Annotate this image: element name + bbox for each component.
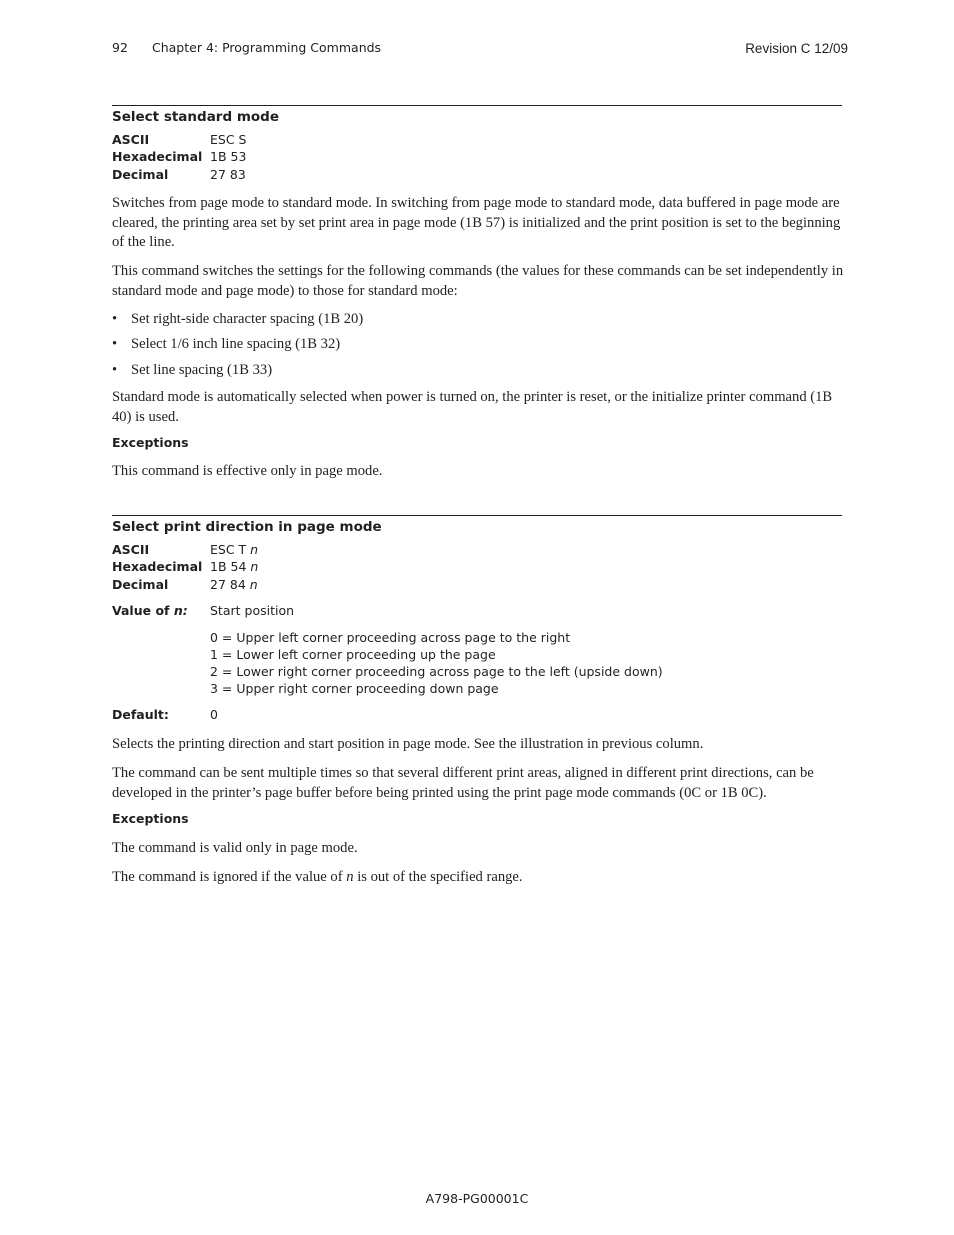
code-value: 27 84 n [210, 577, 258, 592]
code-key: ASCII [112, 542, 150, 557]
bullet-icon: • [112, 362, 118, 378]
section-title-standard-mode: Select standard mode [112, 109, 279, 125]
revision-label: Revision C 12/09 [745, 41, 848, 56]
paragraph: This command switches the settings for the following commands (the values for these commands can be set independently in standard mode and page mode) to those for standard mode: [112, 263, 844, 299]
code-value: 27 83 [210, 167, 246, 182]
code-key: Hexadecimal [112, 149, 203, 164]
exceptions-heading: Exceptions [112, 435, 189, 450]
document-page: 92 Chapter 4: Programming Commands Revision C 12/09 Select standard mode ASCII ESC S Hexadecimal 1B 53 Decimal 27 83 Switches from page mode to standard mode. In switching from page mode to standard mode, data buffered in page mode are cleared, the printing area set by set print area in page mode (1B 57) is initialized and the print position is set to the beginning of the line. This command switches the settings for the following commands (the values for these commands can be set independently in standard mode and page mode) to those for standard mode: • Set right-side character spacing (1B 20) • Select 1/6 inch line spacing (1B 32) • Set line spacing (1B 33) Standard mode is automatically selected when power is turned on, the printer is reset, or the initialize printer command (1B 40) is used. Exceptions This command is effective only in page mode. Select print direction in page mode ASCII ESC T n Hexadecimal 1B 54 n Decimal 27 84 n Value of n: Start position 0 = Upper left corner proceeding across page to the right 1 = Lower left corner proceeding up the page 2 = Lower right corner proceeding across page to the left (upside down) 3 = Upper right corner proceeding down page Default: 0 Selects the printing direction and start position in page mode. See the illustration in previous column. The command can be sent multiple times so that several different print areas, aligned in different print directions, can be developed in the printer’s page buffer before being printed using the print page mode commands (0C or 1B 0C). Exceptions The command is valid only in page mode. The command is ignored if the value of n is out of the specified range. A798-PG00001C [0, 0, 954, 1235]
code-key: ASCII [112, 132, 150, 147]
section-title-print-direction: Select print direction in page mode [112, 519, 382, 535]
option-item: 0 = Upper left corner proceeding across page to the right [210, 630, 571, 645]
code-value: ESC T n [210, 542, 259, 557]
paragraph: The command can be sent multiple times so that several different print areas, aligned in different print directions, can be developed in the printer’s page buffer before being printed using the print page mode commands (0C or 1B 0C). [112, 765, 814, 801]
option-item: 1 = Lower left corner proceeding up the page [210, 647, 496, 662]
code-value: ESC S [210, 132, 247, 147]
option-item: 2 = Lower right corner proceeding across page to the left (upside down) [210, 664, 663, 679]
paragraph: Switches from page mode to standard mode. In switching from page mode to standard mode, data buffered in page mode are cleared, the printing area set by set print area in page mode (1B 57) is initialized and the print position is set to the beginning of the line. [112, 195, 841, 250]
paragraph: The command is ignored if the value of n is out of the specified range. [112, 869, 523, 885]
paragraph: Selects the printing direction and start position in page mode. See the illustration in previous column. [112, 736, 704, 752]
default-label: Default: [112, 707, 169, 722]
value-label: Value of n: [112, 603, 188, 618]
code-value: 1B 54 n [210, 559, 259, 574]
bullet-icon: • [112, 311, 118, 327]
section-divider [112, 105, 842, 106]
page-number: 92 [112, 40, 128, 55]
option-item: 3 = Upper right corner proceeding down page [210, 681, 499, 696]
code-key: Decimal [112, 577, 169, 592]
exceptions-heading: Exceptions [112, 811, 189, 826]
code-key: Decimal [112, 167, 169, 182]
paragraph: The command is valid only in page mode. [112, 840, 358, 856]
default-value: 0 [210, 707, 218, 722]
code-key: Hexadecimal [112, 559, 203, 574]
paragraph: Standard mode is automatically selected when power is turned on, the printer is reset, or the initialize printer command (1B 40) is used. [112, 389, 833, 425]
bullet-icon: • [112, 336, 118, 352]
section-divider [112, 515, 842, 516]
value-description: Start position [210, 603, 295, 618]
paragraph: This command is effective only in page mode. [112, 463, 383, 479]
document-id: A798-PG00001C [425, 1191, 529, 1206]
chapter-title: Chapter 4: Programming Commands [152, 40, 382, 55]
code-value: 1B 53 [210, 149, 247, 164]
